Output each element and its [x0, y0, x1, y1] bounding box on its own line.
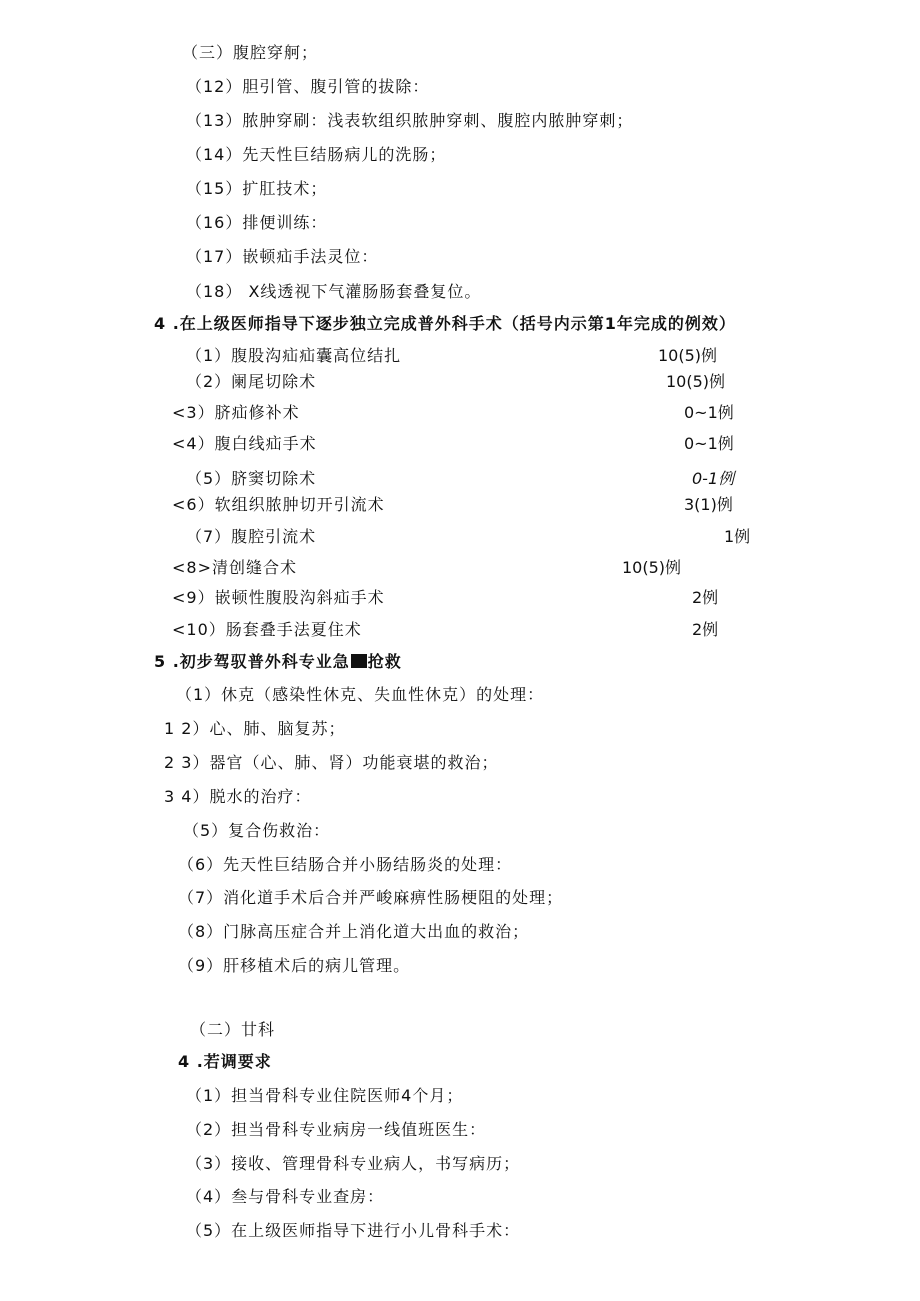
surgery-count: 10(5)例	[658, 346, 718, 365]
list-item: 3 4）脱水的治疗：	[164, 787, 312, 806]
list-item: （4）叁与骨科专业查房：	[186, 1187, 385, 1206]
list-item: 2 3）器官（心、肺、肾）功能衰堪的救治；	[164, 753, 499, 772]
surgery-name: <8>清创缝合术	[172, 558, 297, 577]
surgery-count: 0-1例	[692, 469, 735, 488]
list-item: （1）休克（感染性休克、失血性休克）的处理：	[176, 685, 545, 704]
section-heading: 4 .在上级医师指导下逐步独立完成普外科手术（括号内示第1年完成的例效）	[154, 314, 736, 333]
surgery-name: （5）脐窦切除术	[186, 469, 317, 488]
heading-text: 抢救	[367, 652, 402, 671]
surgery-count: 2例	[692, 588, 719, 607]
surgery-count: 0~1例	[684, 403, 734, 422]
surgery-name: （2）阑尾切除术	[186, 372, 317, 391]
heading-text: 5 .初步驾驭普外科专业急	[154, 652, 350, 671]
list-item: （14）先天性巨结肠病儿的洗肠；	[186, 145, 447, 164]
surgery-name: <6）软组织脓肿切开引流术	[172, 495, 385, 514]
list-item: （6）先天性巨结肠合并小肠结肠炎的处理：	[178, 855, 513, 874]
subsection-title: （二）廿科	[190, 1020, 276, 1039]
list-item: （8）门脉高压症合并上消化道大出血的救治；	[178, 922, 530, 941]
surgery-name: （7）腹腔引流术	[186, 527, 317, 546]
surgery-count: 10(5)例	[622, 558, 682, 577]
list-item: （13）脓肿穿刷：浅表软组织脓肿穿刺、腹腔内脓肿穿刺；	[186, 111, 634, 130]
surgery-count: 2例	[692, 620, 719, 639]
surgery-name: <10）肠套叠手法夏住术	[172, 620, 362, 639]
surgery-count: 1例	[724, 527, 751, 546]
list-item: （9）肝移植术后的病儿管理。	[178, 956, 411, 975]
list-item: （12）胆引管、腹引管的拔除：	[186, 77, 430, 96]
list-item: （15）扩肛技术；	[186, 179, 328, 198]
list-item: （三）腹腔穿舸；	[182, 43, 319, 62]
list-item: （17）嵌顿疝手法灵位：	[186, 247, 379, 266]
list-item: 1 2）心、肺、脑复苏；	[164, 719, 346, 738]
surgery-name: （1）腹股沟疝疝囊高位结扎	[186, 346, 402, 365]
list-item: （3）接收、管理骨科专业病人，书写病历；	[186, 1154, 521, 1173]
surgery-count: 0~1例	[684, 434, 734, 453]
surgery-name: <4）腹白线疝手术	[172, 434, 317, 453]
redaction-block	[351, 654, 367, 668]
section-heading: 4 .若调要求	[178, 1052, 272, 1071]
surgery-name: <9）嵌顿性腹股沟斜疝手术	[172, 588, 385, 607]
list-item: （7）消化道手术后合并严峻麻痹性肠梗阻的处理；	[178, 888, 564, 907]
surgery-name: <3）脐疝修补术	[172, 403, 300, 422]
surgery-count: 10(5)例	[666, 372, 726, 391]
list-item: （5）复合伤救治：	[183, 821, 331, 840]
surgery-count: 3(1)例	[684, 495, 733, 514]
list-item: （2）担当骨科专业病房一线值班医生：	[186, 1120, 487, 1139]
section-heading	[154, 652, 402, 672]
list-item: （5）在上级医师指导下进行小儿骨科手术：	[186, 1221, 521, 1240]
list-item: （18） X线透视下气灌肠肠套叠复位。	[186, 282, 482, 301]
list-item: （1）担当骨科专业住院医师4个月；	[186, 1086, 464, 1105]
list-item: （16）排便训练：	[186, 213, 328, 232]
